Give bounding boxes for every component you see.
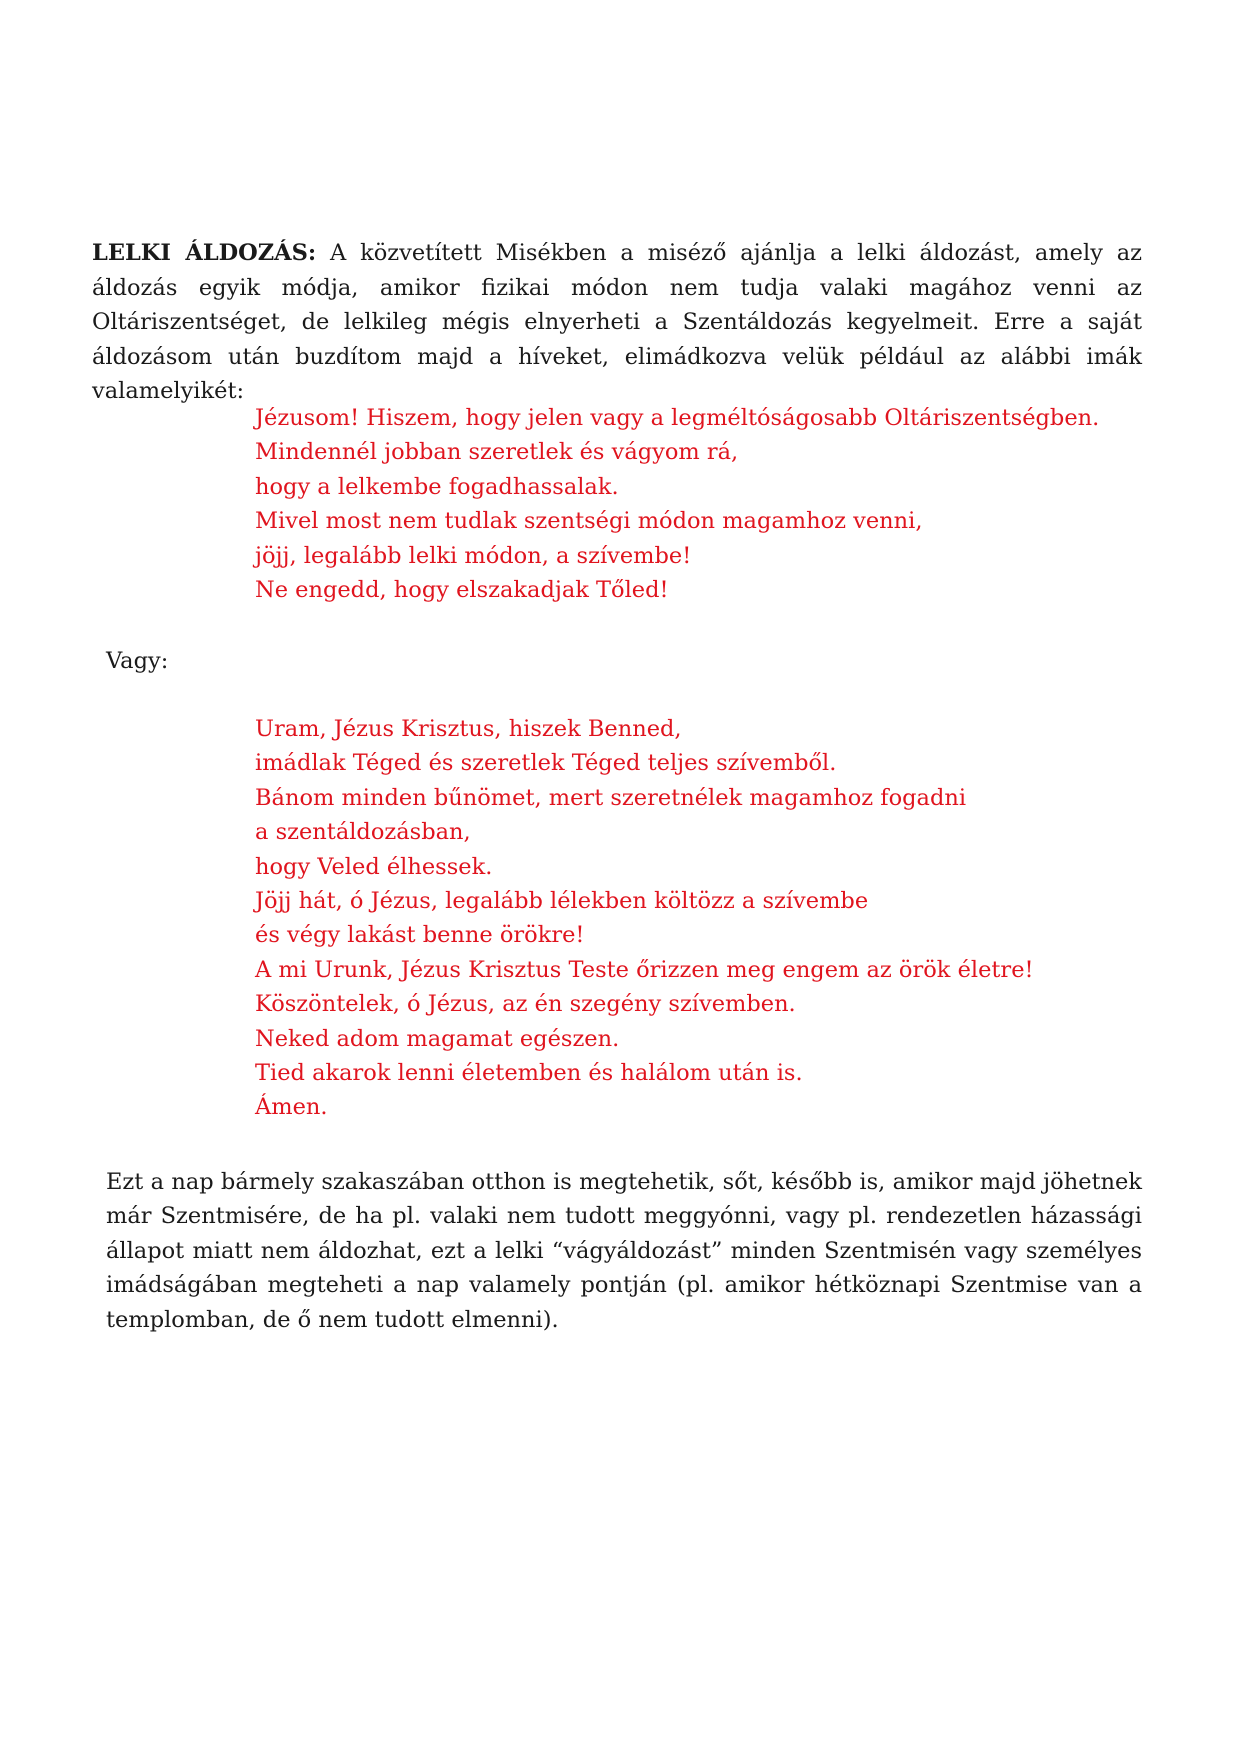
prayer-line: Bánom minden bűnömet, mert szeretnélek magamhoz fogadni [255, 784, 967, 811]
prayer-second [255, 712, 1155, 1125]
or-separator: Vagy: [106, 648, 169, 674]
prayer-line: hogy Veled élhessek. [255, 853, 493, 880]
prayer-line: Mivel most nem tudlak szentségi módon magamhoz venni, [255, 508, 923, 535]
prayer-line: A mi Urunk, Jézus Krisztus Teste őrizzen meg engem az örök életre! [255, 956, 1034, 983]
intro-text: A közvetített Misékben a miséző ajánlja a lelki áldozást, amely az áldozás egyik módja, amikor fizikai módon nem tudja valaki magához venni az Oltáriszentséget, de lelkileg mégis elnyerheti a Szentáldozás kegyelmeit. Erre a saját áldozásom után buzdítom majd a híveket, elimádkozva velük például az alábbi imák valamelyikét: [92, 240, 1142, 404]
section-heading: LELKI ÁLDOZÁS: [92, 240, 317, 266]
prayer-line: Ámen. [255, 1094, 328, 1121]
prayer-line: Köszöntelek, ó Jézus, az én szegény szívemben. [255, 991, 796, 1018]
prayer-line: hogy a lelkembe fogadhassalak. [255, 473, 619, 500]
prayer-line: Mindennél jobban szeretlek és vágyom rá, [255, 439, 739, 466]
prayer-line: és végy lakást benne örökre! [255, 922, 585, 949]
prayer-line: Ne engedd, hogy elszakadjak Tőled! [255, 577, 669, 604]
prayer-line: Neked adom magamat egészen. [255, 1025, 620, 1052]
closing-paragraph: Ezt a nap bármely szakaszában otthon is megtehetik, sőt, később is, amikor majd jöhetnek már Szentmisére, de ha pl. valaki nem tudott meggyónni, vagy pl. rendezetlen házassági állapot miatt nem áldozhat, ezt a lelki “vágyáldozást” minden Szentmisén vagy személyes imádságában megteheti a nap valamely pontján (pl. amikor hétköznapi Szentmise van a templomban, de ő nem tudott elmenni). [106, 1169, 1142, 1333]
prayer-line: imádlak Téged és szeretlek Téged teljes szívemből. [255, 750, 837, 777]
prayer-line: Tied akarok lenni életemben és halálom után is. [255, 1060, 803, 1087]
prayer-first [255, 401, 1155, 607]
intro-paragraph [92, 236, 1142, 409]
prayer-line: Jézusom! Hiszem, hogy jelen vagy a legméltóságosabb Oltáriszentségben. [255, 405, 1100, 431]
prayer-line: a szentáldozásban, [255, 819, 471, 846]
prayer-line: Uram, Jézus Krisztus, hiszek Benned, [255, 716, 682, 742]
prayer-line: jöjj, legalább lelki módon, a szívembe! [255, 542, 692, 569]
prayer-line: Jöjj hát, ó Jézus, legalább lélekben költözz a szívembe [255, 888, 869, 915]
